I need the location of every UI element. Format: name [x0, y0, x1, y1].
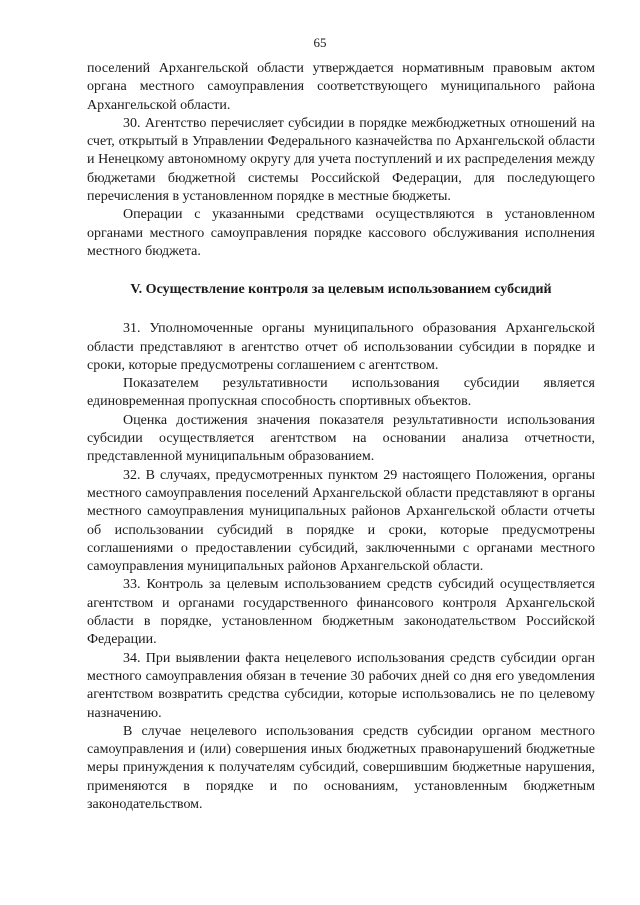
paragraph-continuation: поселений Архангельской области утверждается нормативным правовым актом органа местного самоуправления соответствующего муниципального района Архангельской области. [87, 61, 595, 113]
paragraph-34: 34. При выявлении факта нецелевого использования средств субсидии орган местного самоуправления обязан в течение 30 рабочих дней со дня его уведомления агентством возвратить средства субсидии, которые использовались не по целевому назначению. [87, 650, 595, 721]
paragraph-33: 33. Контроль за целевым использованием средств субсидий осуществляется агентством и органами государственного финансового контроля Архангельской области в порядке, установленном бюджетным законодательством Российской Федерации. [87, 577, 595, 648]
section-heading: V. Осуществление контроля за целевым использованием субсидий [130, 282, 552, 298]
paragraph-misuse: В случае нецелевого использования средств субсидии органом местного самоуправления и (или) совершения иных бюджетных правонарушений бюджетные меры принуждения к получателям субсидий, совершившим бюджетные нарушения, применяются в порядке и по основаниям, установленным бюджетным законодательством. [87, 723, 595, 812]
paragraph-32: 32. В случаях, предусмотренных пунктом 29 настоящего Положения, органы местного самоуправления поселений Архангельской области представляют в органы местного самоуправления муниципальных районов Архангельской области отчеты об использовании субсидий в порядке и сроки, которые предусмотрены соглашениями о предоставлении субсидий, заключенными с органами местного самоуправления муниципальных районов Архангельской области. [87, 467, 595, 575]
paragraph-evaluation: Оценка достижения значения показателя результативности использования субсидии осуществляется агентством на основании анализа отчетности, представленной муниципальным образованием. [87, 412, 595, 465]
paragraph-31: 31. Уполномоченные органы муниципального образования Архангельской области представляют в агентство отчет об использовании субсидии в порядке и сроки, которые предусмотрены соглашением с агентством. [87, 321, 595, 373]
paragraph-operations: Операции с указанными средствами осуществляются в установленном органами местного самоуправления порядке кассового обслуживания исполнения местного бюджета. [87, 207, 595, 259]
paragraph-30: 30. Агентство перечисляет субсидии в порядке межбюджетных отношений на счет, открытый в Управлении Федерального казначейства по Архангельской области и Ненецкому автономному округу для учета поступлений и их распределения между бюджетами бюджетной системы Российской Федерации, для последующего перечисления в установленном порядке в местные бюджеты. [87, 115, 595, 205]
page-number: 65 [313, 35, 327, 50]
document-body [87, 60, 595, 814]
paragraph-indicator: Показателем результативности использования субсидии является единовременная пропускная способность спортивных объектов. [87, 376, 595, 410]
